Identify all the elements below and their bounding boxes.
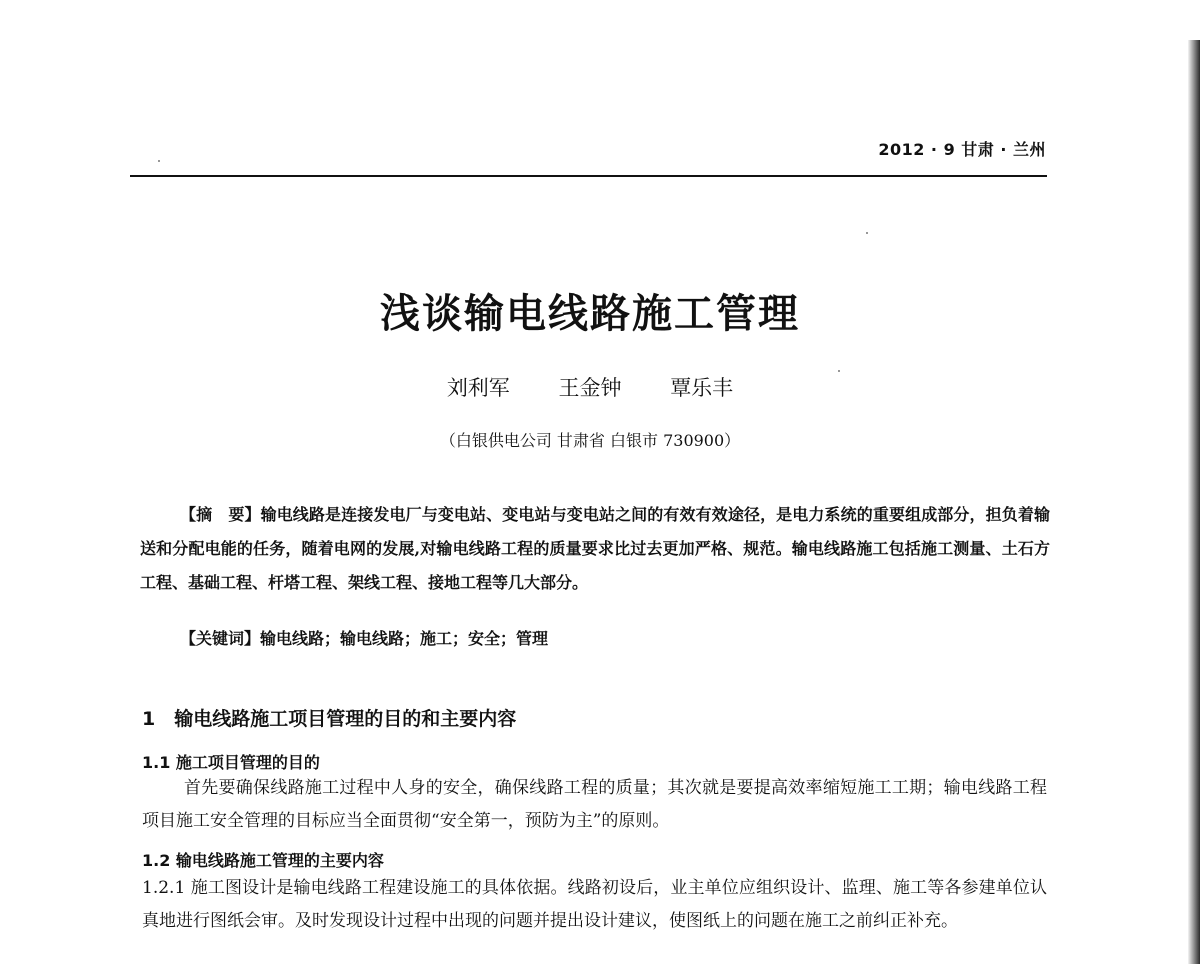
section-heading: 1 输电线路施工项目管理的目的和主要内容 <box>142 708 517 730</box>
body-paragraph: 1.2.1 施工图设计是输电线路工程建设施工的具体依据。线路初设后，业主单位应组织设计、监理、施工等各参建单位认真地进行图纸会审。及时发现设计过程中出现的问题并提出设计建议，使图纸上的问题在施工之前纠正补充。 <box>142 878 1047 931</box>
author-name: 王金钟 <box>558 376 622 400</box>
abstract <box>140 498 1050 600</box>
body-paragraph: 首先要确保线路施工过程中人身的安全，确保线路工程的质量；其次就是要提高效率缩短施工工期；输电线路工程项目施工安全管理的目标应当全面贯彻“安全第一，预防为主”的原则。 <box>142 778 1047 831</box>
author-list <box>300 372 880 402</box>
author-name: 覃乐丰 <box>670 376 734 400</box>
scan-speck <box>158 160 160 162</box>
header-rule <box>130 175 1047 177</box>
abstract-text: 输电线路是连接发电厂与变电站、变电站与变电站之间的有效有效途径，是电力系统的重要组成部分，担负着输送和分配电能的任务，随着电网的发展,对输电线路工程的质量要求比过去更加严格、规范。输电线路施工包括施工测量、土石方工程、基础工程、杆塔工程、架线工程、接地工程等几大部分。 <box>140 505 1050 592</box>
author-name: 刘利军 <box>446 376 510 400</box>
scan-speck <box>866 232 868 234</box>
subsection-heading: 1.2 输电线路施工管理的主要内容 <box>142 851 384 870</box>
subsection-heading: 1.1 施工项目管理的目的 <box>142 753 320 772</box>
paper-title: 浅谈输电线路施工管理 <box>380 290 800 337</box>
running-header: 2012 · 9 甘肃 · 兰州 <box>878 140 1046 159</box>
abstract-label: 【摘 要】 <box>180 505 261 524</box>
keywords-label: 【关键词】 <box>180 629 261 648</box>
affiliation: （白银供电公司 甘肃省 白银市 730900） <box>439 431 741 450</box>
keywords-text: 输电线路；输电线路；施工；安全；管理 <box>260 629 549 648</box>
keywords <box>180 626 1040 649</box>
scan-page-edge <box>1188 40 1200 964</box>
